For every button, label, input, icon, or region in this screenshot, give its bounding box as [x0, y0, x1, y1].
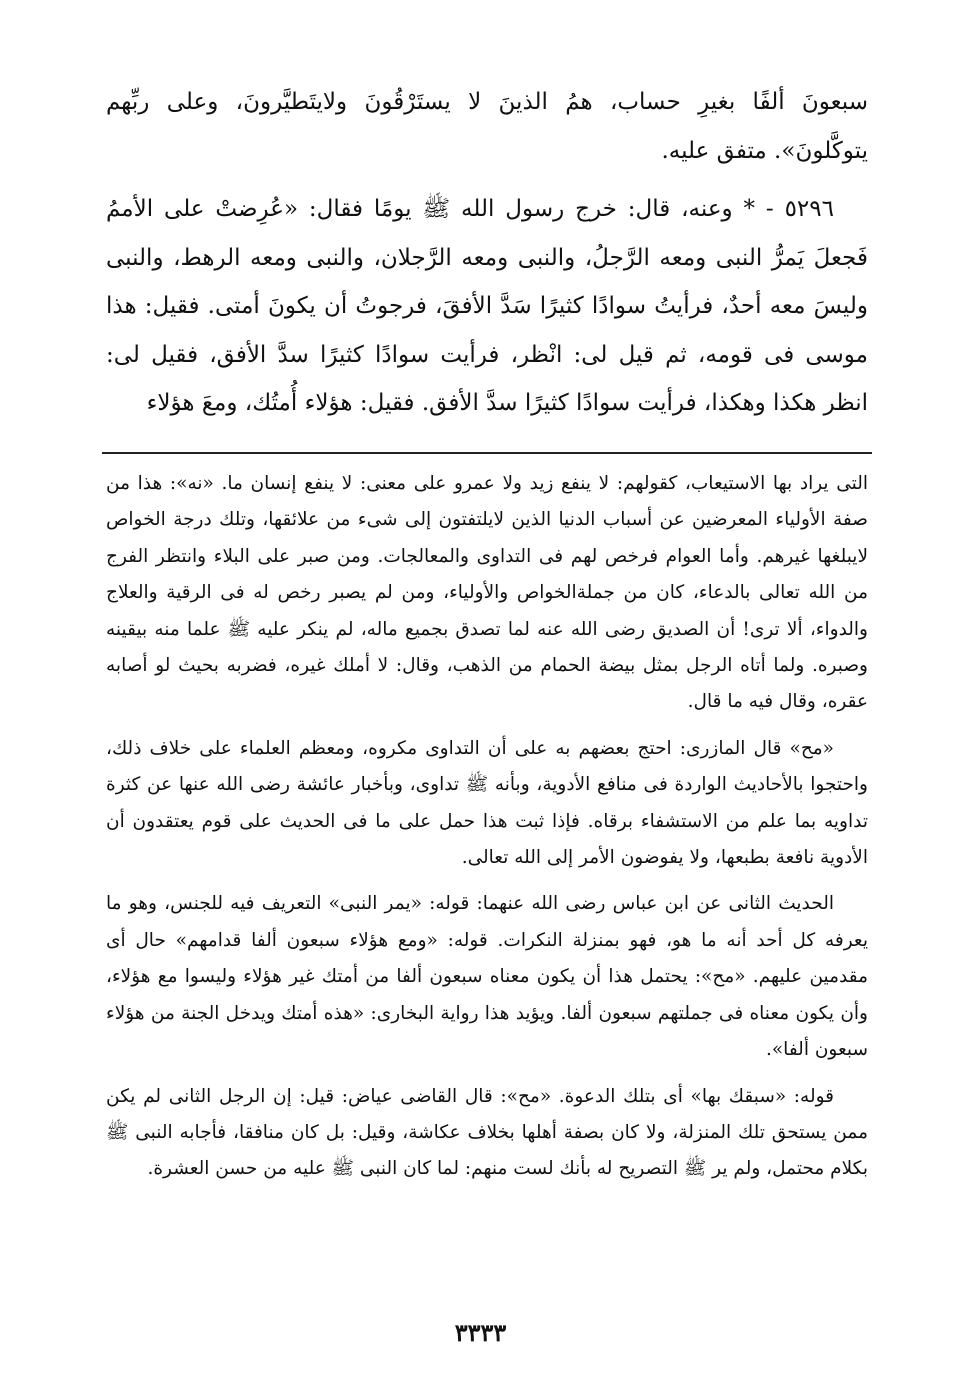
main-paragraph-2: ٥٢٩٦ - * وعنه، قال: خرج رسول الله ﷺ يومًا فقال: «عُرِضتْ على الأممُ فَجعلَ يَمرُّ النبى ومعه الرَّجلُ، والنبى ومعه الرَّجلان، والنبى ومعه الرهط، والنبى وليسَ معه أحدٌ، فرأيتُ سوادًا كثيرًا سَدَّ الأفقَ، فرجوتُ أن يكونَ أمتى. فقيل: هذا موسى فى قومه، ثم قيل لى: انْظر، فرأيت سوادًا كثيرًا سدَّ الأفق، فقيل لى: انظر هكذا وهكذا، فرأيت سوادًا كثيرًا سدَّ الأفق. فقيل: هؤلاء أُمتُك، ومعَ هؤلاء	[106, 196, 868, 416]
main-text	[106, 78, 868, 428]
page-body	[106, 78, 868, 428]
main-paragraph-1: سبعونَ ألفًا بغيرِ حساب، همُ الذينَ لا يستَرْقُونَ ولايتَطيَّرونَ، وعلى ربِّهم يتوكَّلونَ». متفق عليه.	[106, 89, 868, 164]
note-paragraph-1: التى يراد بها الاستيعاب، كقولهم: لا ينفع زيد ولا عمرو على معنى: لا ينفع إنسان ما. «نه»: هذا من صفة الأولياء المعرضين عن أسباب الدنيا الذين لايلتفتون إلى شىء من علائقها، وتلك درجة الخواص لايبلغها غيرهم. وأما العوام فرخص لهم فى التداوى والمعالجات. ومن صبر على البلاء وانتظر الفرج من الله تعالى بالدعاء، كان من جملةالخواص والأولياء، ومن لم يصبر رخص له فى الرقية والعلاج والدواء، ألا ترى! أن الصديق رضى الله عنه لما تصدق بجميع ماله، لم ينكر عليه ﷺ علما منه بيقينه وصبره. ولما أتاه الرجل بمثل بيضة الحمام من الذهب، وقال: لا أملك غيره، فضربه بحيث لو أصابه عقره، وقال فيه ما قال.	[106, 473, 868, 713]
commentary-notes	[106, 466, 868, 1188]
footnote-divider	[102, 452, 872, 454]
note-paragraph-2: «مح» قال المازرى: احتج بعضهم به على أن التداوى مكروه، ومعظم العلماء على خلاف ذلك، واحتجوا بالأحاديث الواردة فى منافع الأدوية، وبأنه ﷺ تداوى، وبأخبار عائشة رضى الله عنها عن كثرة تداويه بما علم من الاستشفاء برقاه. فإذا ثبت هذا حمل على ما فى الحديث على قوم يعتقدون أن الأدوية نافعة بطبعها، ولا يفوضون الأمر إلى الله تعالى.	[106, 737, 868, 869]
note-paragraph-3: الحديث الثانى عن ابن عباس رضى الله عنهما: قوله: «يمر النبى» التعريف فيه للجنس، وهو ما يعرفه كل أحد أنه ما هو، فهو بمنزلة النكرات. قوله: «ومع هؤلاء سبعون ألفا قدامهم» حال أى مقدمين عليهم. «مح»: يحتمل هذا أن يكون معناه سبعون ألفا من أمتك غير هؤلاء وليسوا مع هؤلاء، وأن يكون معناه فى جملتهم سبعون ألفا. ويؤيد هذا رواية البخارى: «هذه أمتك ويدخل الجنة من هؤلاء سبعون ألفا».	[106, 893, 868, 1061]
note-paragraph-4: قوله: «سبقك بها» أى بتلك الدعوة. «مح»: قال القاضى عياض: قيل: إن الرجل الثانى لم يكن ممن يستحق تلك المنزلة، ولا كان بصفة أهلها بخلاف عكاشة، وقيل: بل كان منافقا، فأجابه النبى ﷺ بكلام محتمل، ولم ير ﷺ التصريح له بأنك لست منهم: لما كان النبى ﷺ عليه من حسن العشرة.	[106, 1085, 868, 1180]
page-number: ٣٣٣٣	[454, 1318, 507, 1347]
